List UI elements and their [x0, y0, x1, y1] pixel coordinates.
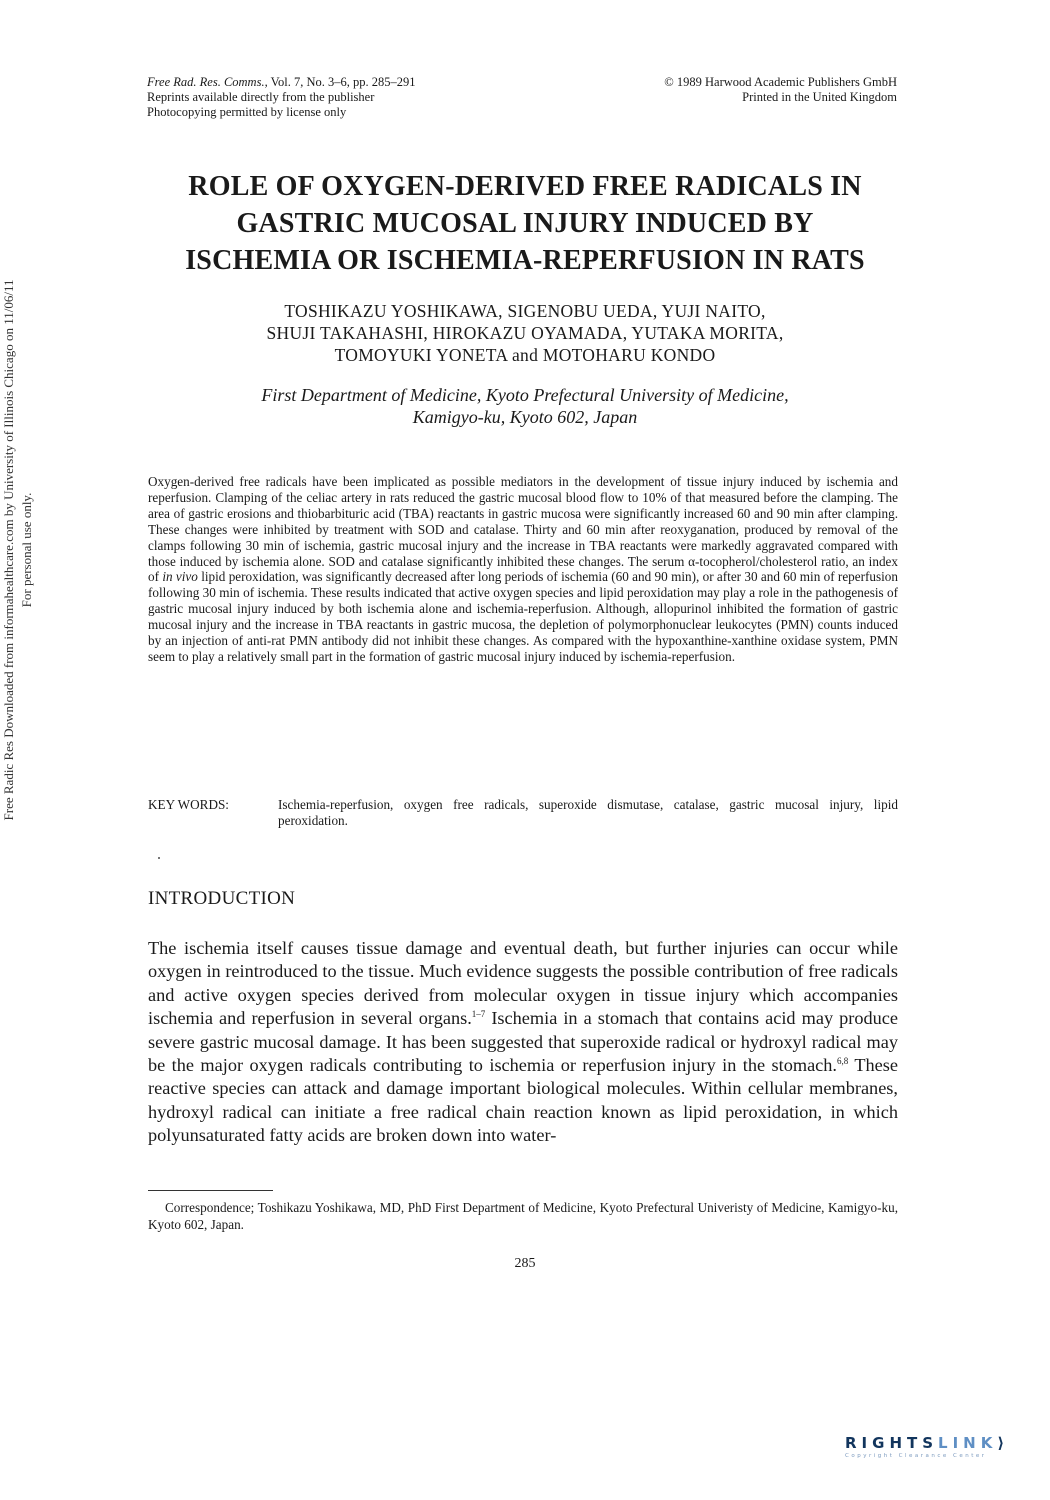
abstract-part1: Oxygen-derived free radicals have been implicated as possible mediators in the development of tissue injury induced by ischemia and reperfusion. Clamping of the celiac artery in rats reduced the gastric mucosal blood flow to 10% of that measured before the clamping. The area of gastric erosions and thiobarbituric acid (TBA) reactants in gastric mucosa were significantly increased 60 and 90 min after clamping. These changes were inhibited by treatment with SOD and catalase. Thirty and 60 min after reoxyganation, produced by removal of the clamps following 30 min of ischemia, gastric mucosal injury and the increase in TBA reactants were markedly aggravated compared with those induced by ischemia alone. SOD and catalase significantly inhibited these changes. The serum α-tocopherol/cholesterol ratio, an index of: [148, 474, 898, 585]
authors-line2: SHUJI TAKAHASHI, HIROKAZU OYAMADA, YUTAKA MORITA,: [266, 323, 784, 343]
page-number: 285: [514, 1256, 536, 1271]
download-watermark: [0, 0, 50, 1100]
citation-details: Vol. 7, No. 3–6, pp. 285–291: [267, 75, 416, 89]
abstract-in-vivo: in vivo: [162, 569, 198, 585]
download-watermark-line1: Free Radic Res Downloaded from informahealthcare.com by University of Illinois Chicago on 11/06/11: [1, 279, 16, 821]
intro-text-1: The ischemia itself causes tissue damage and eventual death, but further injuries can occur while oxygen in reintroduced to the tissue. Much evidence suggests the possible contribution of free radicals and active oxygen species derived from molecular oxygen in tissue injury which accompanies ischemia and reperfusion in several organs.: [148, 938, 898, 1029]
photocopy-note: Photocopying permitted by license only: [147, 105, 347, 119]
keywords-text: Ischemia-reperfusion, oxygen free radicals, superoxide dismutase, catalase, gastric mucosal injury, lipid peroxidation.: [278, 797, 898, 828]
rightslink-wordmark: [845, 1434, 1035, 1452]
footnote-rule: [148, 1190, 273, 1191]
printed-line: Printed in the United Kingdom: [742, 90, 897, 104]
intro-text-3: These reactive species can attack and damage important biological molecules. Within cellular membranes, hydroxyl radical can initiate a free radical chain reaction known as lipid peroxidation, in which polyunsaturated fatty acids are broken down into water-: [148, 1055, 898, 1146]
running-header-left: [147, 75, 567, 120]
correspondence-footnote: Correspondence; Toshikazu Yoshikawa, MD, PhD First Department of Medicine, Kyoto Prefectural Univeristy of Medicine, Kamigyo-ku, Kyoto 602, Japan.: [148, 1200, 898, 1232]
article-title: [90, 168, 960, 279]
reprints-note: Reprints available directly from the publisher: [147, 90, 375, 104]
scan-speck: [158, 857, 160, 859]
download-watermark-line2: For personal use only.: [19, 492, 34, 608]
affiliation-line2: Kamigyo-ku, Kyoto 602, Japan: [412, 407, 638, 427]
copyright-line: © 1989 Harwood Academic Publishers GmbH: [664, 75, 897, 89]
authors-line3: TOMOYUKI YONETA and MOTOHARU KONDO: [334, 345, 716, 365]
citation-ref-6-8: 6,8: [837, 1055, 849, 1066]
affiliation: [90, 384, 960, 428]
title-line2: GASTRIC MUCOSAL INJURY INDUCED BY: [236, 208, 814, 239]
running-header-right: [560, 75, 897, 105]
abstract: [148, 474, 898, 665]
journal-abbrev: Free Rad. Res. Comms.,: [147, 75, 268, 89]
rightslink-chevron-icon: ⟩: [997, 1434, 1005, 1452]
intro-text-2: Ischemia in a stomach that contains acid may produce severe gastric mucosal damage. It has been suggested that superoxide radical or hydroxyl radical may be the major oxygen radicals contributing to ischemia or reperfusion injury in the stomach.: [148, 1008, 898, 1076]
section-heading-introduction: INTRODUCTION: [148, 888, 296, 909]
citation: [147, 75, 567, 90]
introduction-paragraph: [148, 937, 898, 1148]
keywords-label: KEY WORDS:: [148, 797, 229, 812]
author-list: [90, 300, 960, 366]
affiliation-line1: First Department of Medicine, Kyoto Prefectural University of Medicine,: [261, 385, 789, 405]
logo-link: LINK: [938, 1434, 998, 1452]
abstract-part2: lipid peroxidation, was significantly decreased after long periods of ischemia (60 and 90 min), or after 30 and 60 min of reperfusion following 30 min of ischemia. These results indicated that active oxygen species and lipid peroxidation may play a role in the pathogenesis of gastric mucosal injury induced by both ischemia alone and ischemia-reperfusion. Although, allopurinol inhibited the formation of gastric mucosal injury and the increase in TBA reactants in gastric mucosa, the depletion of polymorphonuclear leukocytes (PMN) counts induced by an injection of anti-rat PMN antibody did not inhibit these changes. As compared with the hypoxanthine-xanthine oxidase system, PMN seem to play a relatively small part in the formation of gastric mucosal injury induced by ischemia-reperfusion.: [148, 569, 898, 664]
title-line3: ISCHEMIA OR ISCHEMIA-REPERFUSION IN RATS: [185, 245, 865, 276]
rightslink-logo: [845, 1434, 1035, 1472]
authors-line1: TOSHIKAZU YOSHIKAWA, SIGENOBU UEDA, YUJI NAITO,: [284, 301, 766, 321]
logo-rights: RIGHTS: [845, 1434, 939, 1452]
citation-ref-1-7: 1–7: [471, 1009, 486, 1020]
logo-subtitle: Copyright Clearance Center: [845, 1453, 987, 1459]
title-line1: ROLE OF OXYGEN-DERIVED FREE RADICALS IN: [188, 171, 862, 202]
